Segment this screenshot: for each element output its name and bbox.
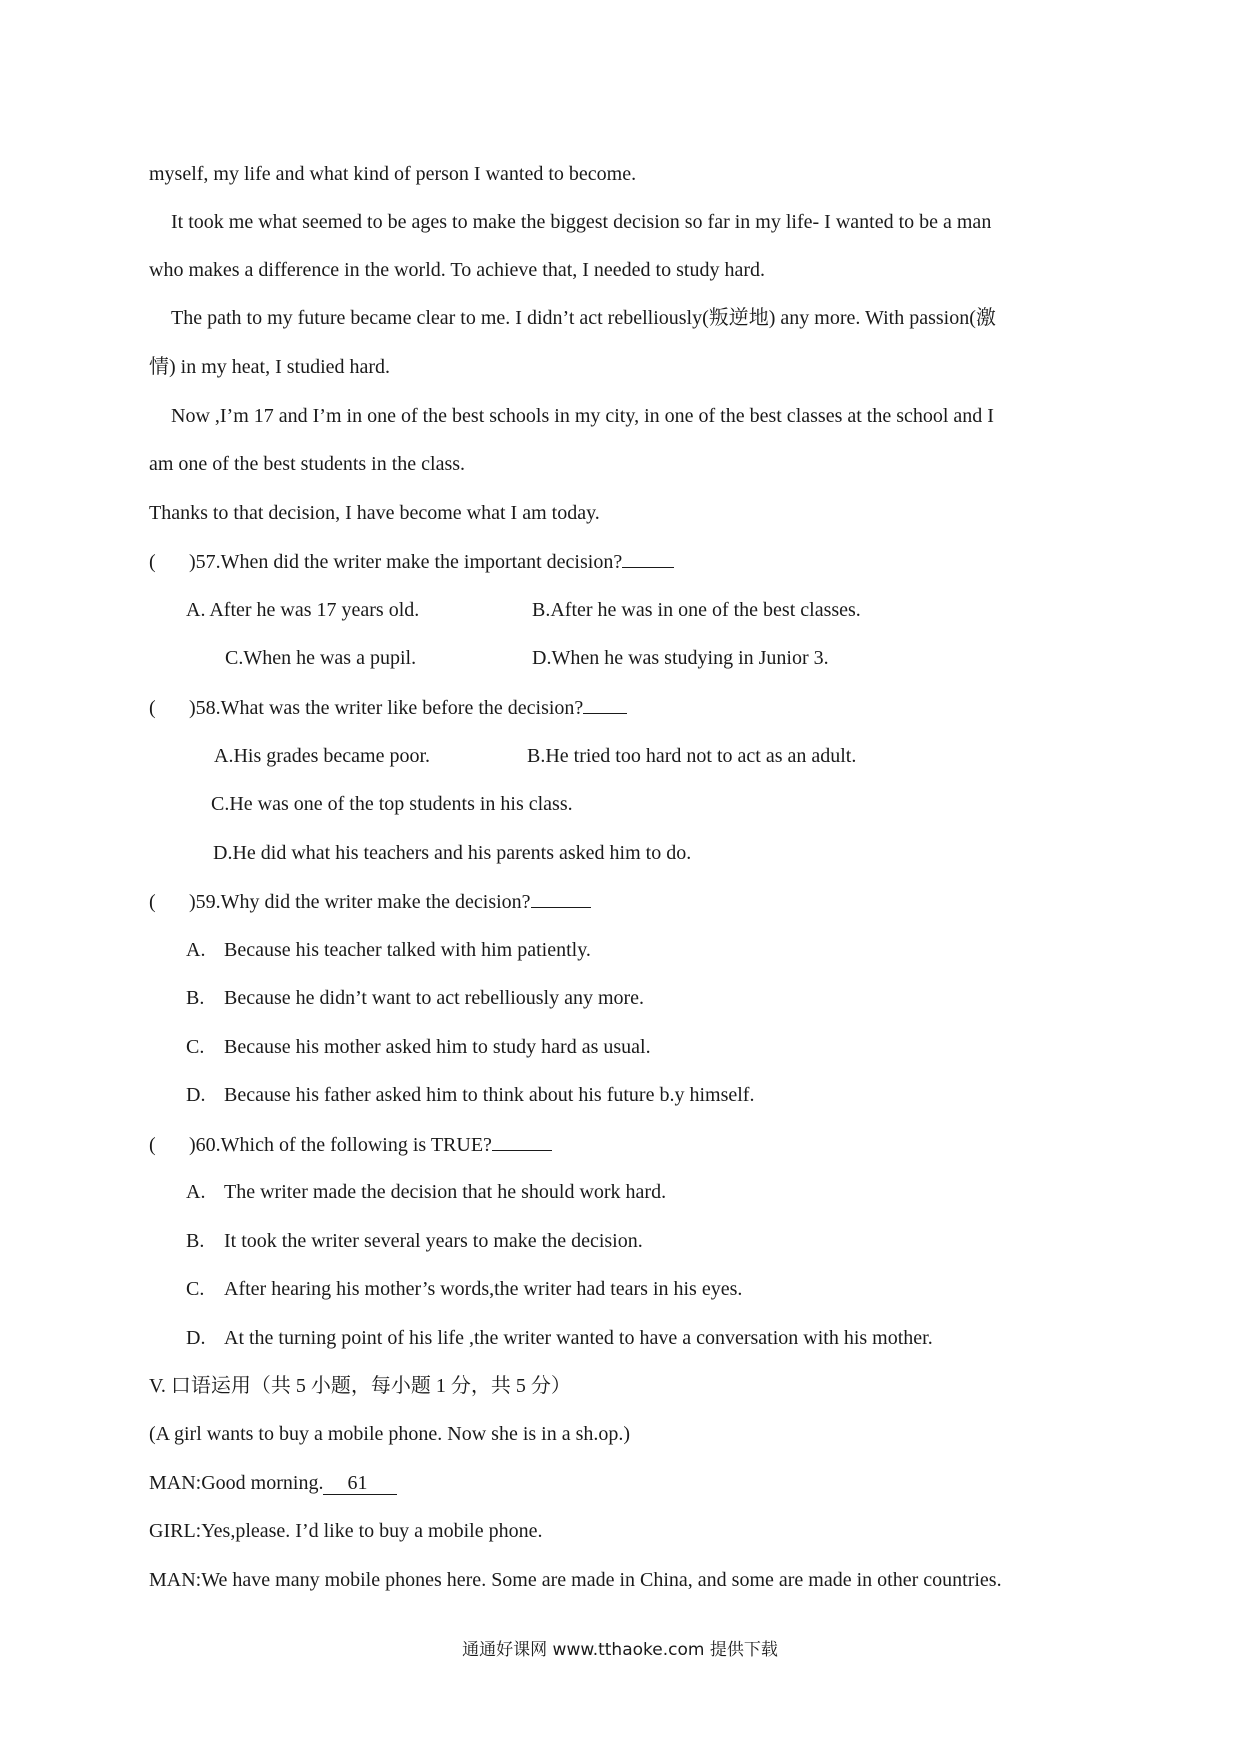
option-58-d: D.He did what his teachers and his parents asked him to do.	[213, 842, 692, 864]
option-letter: B.	[186, 1230, 205, 1252]
option-57-c: C.When he was a pupil.	[225, 647, 417, 669]
answer-blank[interactable]	[622, 549, 674, 568]
passage-line: am one of the best students in the class.	[149, 453, 466, 475]
option-letter: A.	[186, 1181, 206, 1203]
passage-line: 情) in my heat, I studied hard.	[149, 356, 391, 378]
dialogue-scene: (A girl wants to buy a mobile phone. Now she is in a sh.op.)	[149, 1423, 631, 1445]
option-58-b: B.He tried too hard not to act as an adult.	[527, 745, 857, 767]
option-59-c	[186, 1035, 651, 1059]
dialogue-line-man: MAN:We have many mobile phones here. Some are made in China, and some are made in other countries.	[149, 1569, 1002, 1591]
passage-line: who makes a difference in the world. To achieve that, I needed to study hard.	[149, 259, 765, 281]
option-60-a	[186, 1180, 666, 1204]
option-letter: B.	[186, 987, 205, 1009]
question-58	[149, 695, 627, 720]
option-57-b: B.After he was in one of the best classes.	[532, 599, 861, 621]
option-letter: D.	[186, 1084, 206, 1106]
question-stem: )60.Which of the following is TRUE?	[189, 1134, 492, 1156]
blank-61[interactable]: 61	[323, 1472, 397, 1495]
option-60-d	[186, 1326, 933, 1350]
answer-blank[interactable]	[583, 695, 627, 714]
option-text: The writer made the decision that he should work hard.	[224, 1181, 667, 1203]
question-57	[149, 549, 674, 574]
answer-blank[interactable]	[531, 889, 591, 908]
option-text: Because he didn’t want to act rebelliously any more.	[224, 987, 645, 1009]
dialogue-line-girl: GIRL:Yes,please. I’d like to buy a mobile phone.	[149, 1520, 543, 1542]
question-60	[149, 1132, 552, 1157]
option-58-a: A.His grades became poor.	[214, 745, 431, 767]
passage-line: Thanks to that decision, I have become what I am today.	[149, 502, 600, 524]
dialogue-line-man	[149, 1471, 397, 1495]
option-text: Because his teacher talked with him patiently.	[224, 939, 591, 961]
section-heading: V. 口语运用（共 5 小题，每小题 1 分，共 5 分）	[149, 1375, 571, 1397]
option-58-c: C.He was one of the top students in his class.	[211, 793, 573, 815]
option-57-a: A. After he was 17 years old.	[186, 599, 420, 621]
dialogue-text: MAN:Good morning.	[149, 1472, 324, 1494]
question-59	[149, 889, 591, 914]
option-text: Because his father asked him to think about his future b.y himself.	[224, 1084, 755, 1106]
passage-line: The path to my future became clear to me. I didn’t act rebelliously(叛逆地) any more. With passion(激	[171, 307, 996, 329]
option-text: It took the writer several years to make the decision.	[224, 1230, 643, 1252]
option-59-d	[186, 1083, 754, 1107]
passage-line: myself, my life and what kind of person I wanted to become.	[149, 163, 637, 185]
passage-line: It took me what seemed to be ages to make the biggest decision so far in my life- I wanted to be a man	[171, 211, 992, 233]
option-letter: C.	[186, 1036, 205, 1058]
option-59-a	[186, 938, 591, 962]
option-59-b	[186, 986, 644, 1010]
answer-paren[interactable]: (	[149, 1134, 156, 1156]
option-letter: C.	[186, 1278, 205, 1300]
question-stem: )58.What was the writer like before the decision?	[189, 697, 584, 719]
option-60-c	[186, 1277, 742, 1301]
answer-paren[interactable]: (	[149, 551, 156, 573]
page-footer: 通通好课网 www.tthaoke.com 提供下载	[462, 1640, 778, 1660]
option-57-d: D.When he was studying in Junior 3.	[532, 647, 829, 669]
answer-paren[interactable]: (	[149, 891, 156, 913]
option-letter: D.	[186, 1327, 206, 1349]
option-text: After hearing his mother’s words,the writer had tears in his eyes.	[224, 1278, 743, 1300]
option-text: At the turning point of his life ,the writer wanted to have a conversation with his mother.	[224, 1327, 933, 1349]
option-60-b	[186, 1229, 643, 1253]
question-stem: )59.Why did the writer make the decision?	[189, 891, 531, 913]
answer-blank[interactable]	[492, 1132, 552, 1151]
passage-line: Now ,I’m 17 and I’m in one of the best schools in my city, in one of the best classes at the school and I	[171, 405, 994, 427]
question-stem: )57.When did the writer make the important decision?	[189, 551, 623, 573]
option-text: Because his mother asked him to study hard as usual.	[224, 1036, 651, 1058]
option-letter: A.	[186, 939, 206, 961]
answer-paren[interactable]: (	[149, 697, 156, 719]
